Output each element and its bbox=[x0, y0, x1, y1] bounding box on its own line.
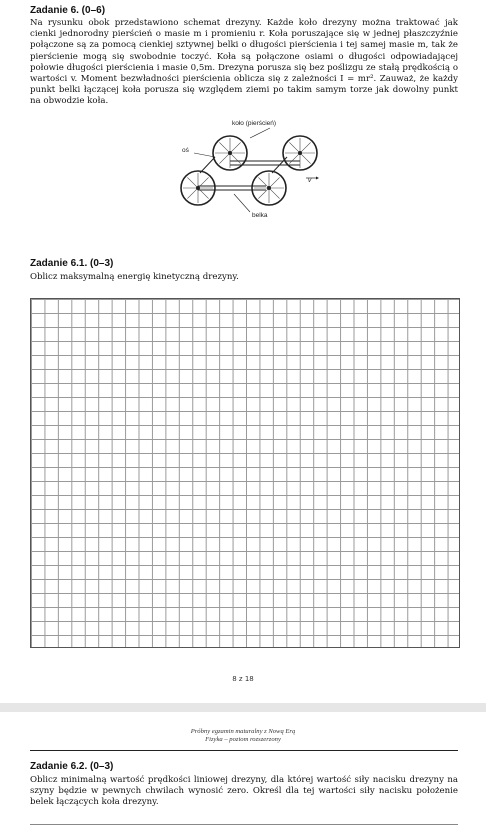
task62-title: Zadanie 6.2. (0–3) bbox=[30, 761, 114, 772]
task61-prompt: Oblicz maksymalną energię kinetyczną drezyny. bbox=[30, 272, 239, 282]
page-header bbox=[0, 728, 486, 744]
wheel-rear-near bbox=[181, 171, 215, 205]
wheel-front-near bbox=[252, 171, 286, 205]
leader-beam bbox=[234, 194, 250, 212]
wheel-rear-far bbox=[213, 136, 247, 170]
wheel-front-far bbox=[283, 136, 317, 170]
task6-title: Zadanie 6. (0–6) bbox=[30, 5, 106, 16]
drezyna-diagram bbox=[170, 116, 330, 222]
label-velocity: v bbox=[308, 177, 312, 184]
header-line-1: Próbny egzamin maturalny z Nową Erą bbox=[190, 728, 296, 735]
exam-page-9 bbox=[0, 712, 486, 828]
leader-axle bbox=[194, 153, 215, 157]
beam-rear bbox=[230, 161, 300, 165]
label-beam: belka bbox=[252, 212, 268, 219]
answer-rule bbox=[30, 824, 458, 825]
velocity-arrowhead bbox=[316, 177, 319, 180]
axle-rear bbox=[200, 157, 215, 173]
task6-description: Na rysunku obok przedstawiono schemat drezyny. Każde koło drezyny można traktować jak cienki jednorodny pierścień o masie m i promieniu r. Koła poruszające się w jednej płaszczyźnie połączone są za pomocą cienkiej sztywnej belki o długości pierścienia i tej samej masie m, tak że pierścienie mogą się swobodnie toczyć. Koła są połączone osiami o długości odpowiadającej połowie długości pierścienia i masie 0,5m. Drezyna porusza się bez poślizgu ze stałą prędkością o wartości v. Moment bezwładności pierścienia oblicza się z zależności I = mr². Zauważ, że każdy punkt belki łączącej koła porusza się względem ziemi po takim samym torze jak dowolny punkt na obwodzie koła. bbox=[30, 18, 458, 107]
task62-prompt: Oblicz minimalną wartość prędkości liniowej drezyny, dla której wartość siły nacisku drezyny na szyny będzie w pewnych chwilach wynosić zero. Określ dla tej wartości siły nacisku położenie belek łączących koła drezyny. bbox=[30, 775, 458, 808]
answer-grid-61[interactable] bbox=[30, 298, 460, 648]
task61-title: Zadanie 6.1. (0–3) bbox=[30, 258, 114, 269]
header-line-2: Fizyka – poziom rozszerzony bbox=[205, 736, 281, 743]
leader-wheel bbox=[250, 128, 270, 138]
page-number: 8 z 18 bbox=[232, 675, 254, 683]
label-axle: oś bbox=[182, 147, 189, 154]
label-wheel: koło (pierścień) bbox=[232, 120, 277, 127]
header-rule bbox=[30, 750, 458, 751]
